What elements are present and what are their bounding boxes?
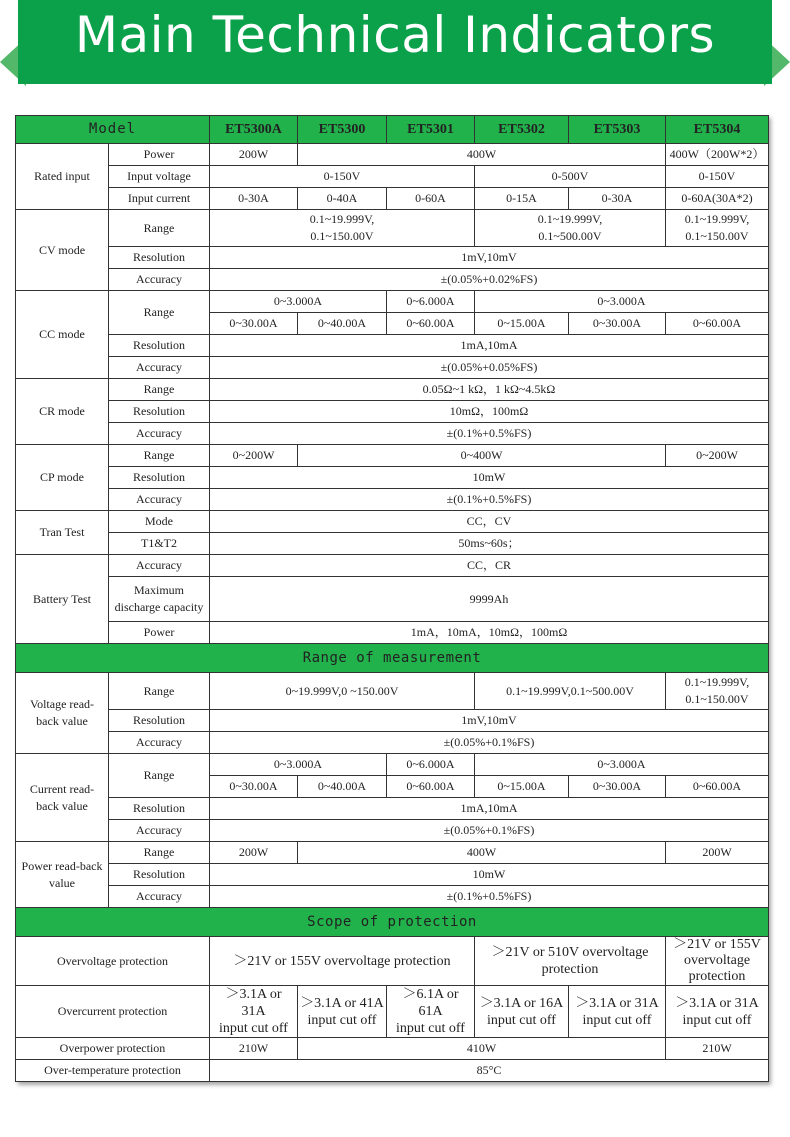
row-label: Range	[109, 445, 210, 467]
table-row	[16, 144, 769, 166]
group-rated-input: Rated input	[16, 144, 109, 210]
cell: 210W	[210, 1038, 298, 1060]
table-row	[16, 986, 769, 1038]
cell-line: 0.1~150.00V	[685, 692, 749, 706]
row-label: Accuracy	[109, 732, 210, 754]
row-label: Resolution	[109, 401, 210, 423]
cell-line: input cut off	[487, 1012, 556, 1028]
cell-line: 0.1~500.00V	[538, 229, 602, 243]
row-label: Accuracy	[109, 886, 210, 908]
header-model: Model	[16, 116, 210, 144]
cell	[475, 210, 666, 247]
cell-line: input cut off	[682, 1012, 752, 1028]
row-label: Range	[109, 754, 210, 798]
label-line: discharge capacity	[114, 600, 204, 614]
label-line: Maximum	[134, 583, 184, 597]
row-label: Power	[109, 144, 210, 166]
model-et5302: ET5302	[475, 116, 569, 144]
group-cp-mode: CP mode	[16, 445, 109, 511]
group-cv-mode: CV mode	[16, 210, 109, 291]
cell	[666, 210, 769, 247]
cell: 210W	[666, 1038, 769, 1060]
table-row	[16, 1060, 769, 1082]
model-et5301: ET5301	[387, 116, 475, 144]
table-row	[16, 357, 769, 379]
group-cr-mode: CR mode	[16, 379, 109, 445]
cell-line: 0.1~150.00V	[310, 229, 374, 243]
cell: 0~3.000A	[210, 291, 387, 313]
cell: 0~6.000A	[387, 754, 475, 776]
section-header-row	[16, 908, 769, 937]
cell: ＞21V or 155V overvoltage protection	[210, 937, 475, 986]
title-banner	[0, 0, 790, 88]
cell-line: input cut off	[307, 1012, 377, 1028]
cell	[387, 986, 475, 1038]
cell: 85°C	[210, 1060, 769, 1082]
row-label: Range	[109, 379, 210, 401]
table-row	[16, 489, 769, 511]
group-line: Power read-back	[21, 858, 103, 873]
cell: ±(0.1%+0.5%FS)	[210, 886, 769, 908]
table-row	[16, 820, 769, 842]
table-row	[16, 577, 769, 622]
cell: 0~60.00A	[666, 776, 769, 798]
cell: 10mW	[210, 864, 769, 886]
section-title-measurement: Range of measurement	[16, 644, 769, 673]
cell: 0.05Ω~1 kΩ，1 kΩ~4.5kΩ	[210, 379, 769, 401]
cell: 0-150V	[666, 166, 769, 188]
cell-line: ＞21V or 155V	[673, 937, 761, 952]
table-row	[16, 291, 769, 313]
cell-line: protection	[688, 969, 746, 984]
group-battery-test: Battery Test	[16, 555, 109, 644]
table-row	[16, 842, 769, 864]
group-power-readback	[16, 842, 109, 908]
cell: 0~40.00A	[298, 776, 387, 798]
cell: 200W	[666, 842, 769, 864]
cell-line: input cut off	[582, 1012, 652, 1028]
group-line: back value	[36, 714, 88, 728]
cell-line: ＞3.1A or 31A	[575, 995, 659, 1011]
row-label: Accuracy	[109, 555, 210, 577]
cell: 0-30A	[569, 188, 666, 210]
cell-line: ＞3.1A or 31A	[225, 987, 282, 1019]
cell: ±(0.05%+0.02%FS)	[210, 269, 769, 291]
cell: 0~200W	[666, 445, 769, 467]
cell-line: ＞3.1A or 31A	[675, 995, 759, 1011]
group-line: back value	[36, 798, 88, 813]
cell: 0~60.00A	[387, 313, 475, 335]
cell: 0-60A	[387, 188, 475, 210]
group-current-readback	[16, 754, 109, 842]
cell: 400W（200W*2）	[666, 144, 769, 166]
cell: 0~30.00A	[210, 313, 298, 335]
cell: 0~60.00A	[666, 313, 769, 335]
cell: 200W	[210, 144, 298, 166]
cell-line: 0.1~19.999V,	[309, 212, 375, 226]
row-label: Accuracy	[109, 820, 210, 842]
section-title-protection: Scope of protection	[16, 908, 769, 937]
cell: 10mW	[210, 467, 769, 489]
cell: 9999Ah	[210, 577, 769, 622]
cell: 1mV,10mV	[210, 710, 769, 732]
row-label: T1&T2	[109, 533, 210, 555]
cell: 0~30.00A	[569, 776, 666, 798]
row-label: Range	[109, 673, 210, 710]
cell: 0-40A	[298, 188, 387, 210]
cell	[475, 937, 666, 986]
model-et5303: ET5303	[569, 116, 666, 144]
row-label: Resolution	[109, 247, 210, 269]
cell: 0~30.00A	[569, 313, 666, 335]
cell: 0~6.000A	[387, 291, 475, 313]
cell-line: 0.1~19.999V,	[684, 212, 750, 226]
cell	[569, 986, 666, 1038]
table-row	[16, 673, 769, 710]
cell	[666, 937, 769, 986]
table-row	[16, 555, 769, 577]
row-label: Resolution	[109, 798, 210, 820]
cell: 1mA,10mA	[210, 335, 769, 357]
table-row	[16, 798, 769, 820]
cell: 50ms~60s；	[210, 533, 769, 555]
model-et5304: ET5304	[666, 116, 769, 144]
cell	[666, 673, 769, 710]
cell: 0~200W	[210, 445, 298, 467]
cell: 0-150V	[210, 166, 475, 188]
table-row	[16, 188, 769, 210]
cell: ±(0.05%+0.1%FS)	[210, 820, 769, 842]
spec-table	[15, 115, 769, 1082]
table-row	[16, 622, 769, 644]
row-label: Resolution	[109, 335, 210, 357]
table-row	[16, 423, 769, 445]
table-row	[16, 710, 769, 732]
spec-table-wrapper	[15, 115, 768, 1082]
row-label: Overpower protection	[16, 1038, 210, 1060]
section-header-row	[16, 644, 769, 673]
cell: 0~3.000A	[475, 754, 769, 776]
group-voltage-readback	[16, 673, 109, 754]
cell: 0-60A(30A*2)	[666, 188, 769, 210]
cell-line: 0.1~150.00V	[685, 229, 749, 243]
cell-line: overvoltage	[683, 953, 751, 968]
row-label: Accuracy	[109, 489, 210, 511]
table-row	[16, 269, 769, 291]
table-row	[16, 166, 769, 188]
cell: 0-30A	[210, 188, 298, 210]
cell: ±(0.05%+0.05%FS)	[210, 357, 769, 379]
cell: ±(0.1%+0.5%FS)	[210, 423, 769, 445]
cell: CC，CR	[210, 555, 769, 577]
row-label: Resolution	[109, 864, 210, 886]
row-label: Range	[109, 291, 210, 335]
table-row	[16, 732, 769, 754]
table-row	[16, 864, 769, 886]
header-row	[16, 116, 769, 144]
cell	[475, 986, 569, 1038]
row-label: Mode	[109, 511, 210, 533]
table-row	[16, 937, 769, 986]
cell: 0-500V	[475, 166, 666, 188]
table-row	[16, 467, 769, 489]
table-row	[16, 445, 769, 467]
table-row	[16, 247, 769, 269]
row-label: Overvoltage protection	[16, 937, 210, 986]
table-row	[16, 511, 769, 533]
group-cc-mode: CC mode	[16, 291, 109, 379]
cell: ±(0.05%+0.1%FS)	[210, 732, 769, 754]
cell: 400W	[298, 144, 666, 166]
cell: 0~19.999V,0 ~150.00V	[210, 673, 475, 710]
cell: 0~3.000A	[210, 754, 387, 776]
cell	[210, 986, 298, 1038]
table-row	[16, 1038, 769, 1060]
row-label: Input voltage	[109, 166, 210, 188]
row-label: Accuracy	[109, 269, 210, 291]
cell: 410W	[298, 1038, 666, 1060]
table-row	[16, 210, 769, 247]
model-et5300a: ET5300A	[210, 116, 298, 144]
cell-line: input cut off	[396, 1021, 465, 1036]
cell-line: input cut off	[219, 1021, 288, 1036]
page-title: Main Technical Indicators	[74, 6, 716, 64]
cell-line: 0.1~19.999V,	[537, 212, 603, 226]
table-row	[16, 335, 769, 357]
cell: 0-15A	[475, 188, 569, 210]
row-label: Power	[109, 622, 210, 644]
cell-line: ＞3.1A or 41A	[300, 995, 384, 1011]
cell: 400W	[298, 842, 666, 864]
row-label: Over-temperature protection	[16, 1060, 210, 1082]
cell: ±(0.1%+0.5%FS)	[210, 489, 769, 511]
cell-line: ＞3.1A or 16A	[479, 995, 564, 1011]
cell: 1mA，10mA，10mΩ，100mΩ	[210, 622, 769, 644]
row-label: Input current	[109, 188, 210, 210]
cell: 0~60.00A	[387, 776, 475, 798]
cell-line: 0.1~19.999V,	[684, 675, 750, 689]
model-et5300: ET5300	[298, 116, 387, 144]
table-row	[16, 754, 769, 776]
table-row	[16, 533, 769, 555]
cell: CC，CV	[210, 511, 769, 533]
cell: 0~3.000A	[475, 291, 769, 313]
cell: 200W	[210, 842, 298, 864]
row-label: Overcurrent protection	[16, 986, 210, 1038]
cell: 0.1~19.999V,0.1~500.00V	[475, 673, 666, 710]
table-row	[16, 886, 769, 908]
row-label: Range	[109, 842, 210, 864]
row-label: Resolution	[109, 710, 210, 732]
cell	[666, 986, 769, 1038]
table-row	[16, 401, 769, 423]
group-line: Voltage read-	[29, 697, 95, 711]
table-row	[16, 379, 769, 401]
cell	[210, 210, 475, 247]
cell: 1mA,10mA	[210, 798, 769, 820]
cell: 0~40.00A	[298, 313, 387, 335]
group-tran-test: Tran Test	[16, 511, 109, 555]
cell-line: ＞21V or 510V overvoltage	[491, 945, 649, 960]
row-label: Resolution	[109, 467, 210, 489]
cell: 1mV,10mV	[210, 247, 769, 269]
row-label: Accuracy	[109, 423, 210, 445]
row-label: Accuracy	[109, 357, 210, 379]
group-line: value	[49, 875, 75, 890]
cell: 0~400W	[298, 445, 666, 467]
cell-line: protection	[541, 962, 599, 977]
row-label: Range	[109, 210, 210, 247]
row-label	[109, 577, 210, 622]
cell: 10mΩ，100mΩ	[210, 401, 769, 423]
cell: 0~15.00A	[475, 313, 569, 335]
cell: 0~30.00A	[210, 776, 298, 798]
cell: 0~15.00A	[475, 776, 569, 798]
cell	[298, 986, 387, 1038]
cell-line: ＞6.1A or 61A	[402, 987, 459, 1019]
group-line: Current read-	[29, 781, 95, 796]
